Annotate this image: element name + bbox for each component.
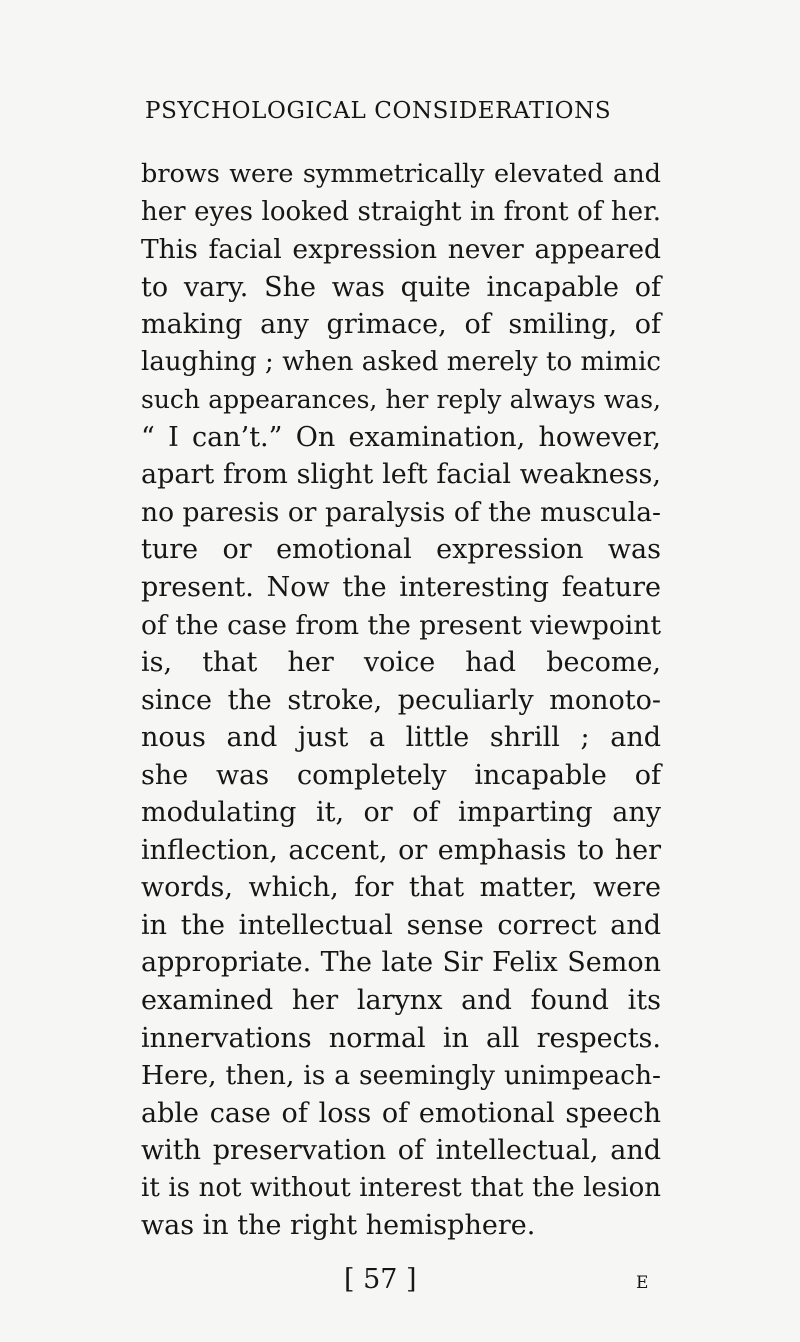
signature-mark: E — [636, 1273, 649, 1293]
text-line: of the case from the present viewpoint — [141, 609, 661, 641]
text-line: nous and just a little shrill ; and — [141, 722, 661, 754]
text-line: it is not without interest that the lesion — [141, 1172, 661, 1203]
text-line: such appearances, her reply always was, — [141, 385, 661, 415]
text-line: able case of loss of emotional speech — [141, 1097, 661, 1129]
text-line: apart from slight left facial weakness, — [141, 459, 661, 491]
text-line: ture or emotional expression was — [141, 534, 661, 566]
text-line: laughing ; when asked merely to mimic — [141, 346, 661, 377]
text-line: innervations normal in all respects. — [141, 1022, 661, 1054]
text-line: “ I can’t.” On examination, however, — [141, 421, 661, 453]
running-head: PSYCHOLOGICAL CONSIDERATIONS — [145, 98, 612, 124]
text-line: she was completely incapable of — [141, 759, 661, 791]
text-line: to vary. She was quite incapable of — [141, 271, 661, 303]
text-line: present. Now the interesting feature — [141, 572, 661, 604]
text-line: no paresis or paralysis of the muscula- — [141, 496, 661, 528]
text-line: making any grimace, of smiling, of — [141, 309, 661, 341]
text-line: examined her larynx and found its — [141, 985, 661, 1017]
text-line: Here, then, is a seemingly unimpeach- — [141, 1060, 661, 1092]
text-line: in the intellectual sense correct and — [141, 909, 661, 941]
text-line: brows were symmetrically elevated and — [141, 159, 661, 189]
page-number: [ 57 ] — [344, 1264, 417, 1295]
text-line: with preservation of intellectual, and — [141, 1135, 661, 1167]
text-line: modulating it, or of imparting any — [141, 797, 661, 829]
text-line: words, which, for that matter, were — [141, 872, 661, 904]
text-line: inflection, accent, or emphasis to her — [141, 834, 661, 866]
text-line: appropriate. The late Sir Felix Semon — [141, 947, 661, 979]
text-line: This facial expression never appeared — [141, 234, 661, 266]
text-line: since the stroke, peculiarly monoto- — [141, 684, 661, 716]
text-line: her eyes looked straight in front of her. — [141, 196, 661, 227]
body-text — [141, 156, 661, 1245]
text-line: was in the right hemisphere. — [141, 1210, 536, 1242]
text-line: is, that her voice had become, — [141, 647, 661, 679]
